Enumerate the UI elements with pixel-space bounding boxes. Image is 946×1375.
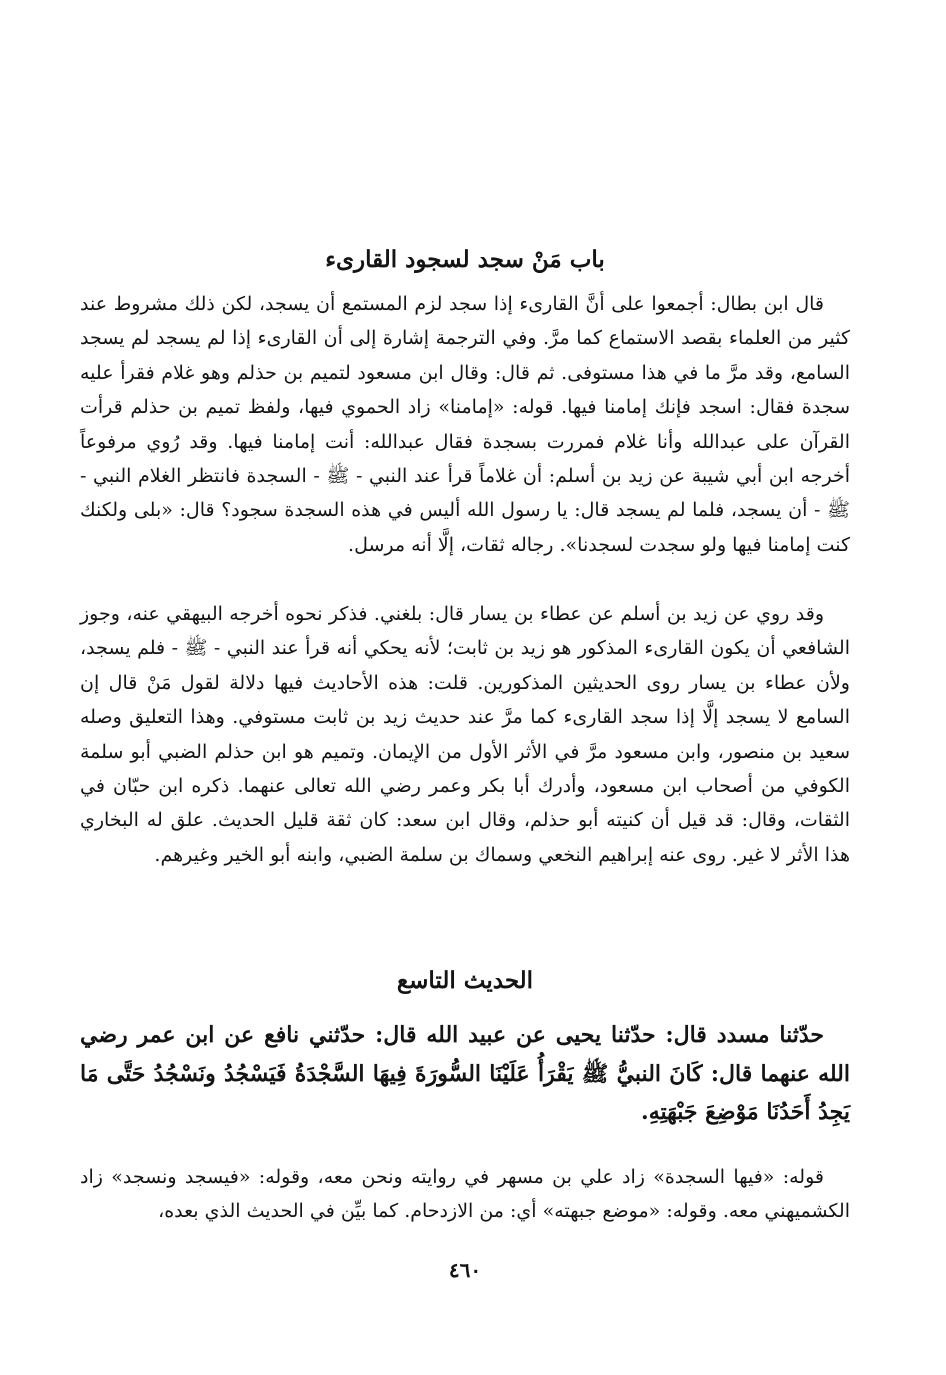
page-number: ٤٦٠ [448,1258,482,1282]
chapter-heading: باب مَنْ سجد لسجود القارىء [325,246,605,273]
hadith-isnad: حدّثنا مسدد قال: حدّثنا يحيى عن عبيد الله قال: حدّثني نافع عن ابن عمر رضي الله عنهما قال: [80,1022,850,1087]
commentary-paragraph-3 [80,1160,850,1229]
commentary-paragraph-2 [80,597,850,872]
hadith-text [80,1016,850,1132]
commentary-text: قال ابن بطال: أجمعوا على أنَّ القارىء إذا سجد لزم المستمع أن يسجد، لكن ذلك مشروط عند كثير من العلماء بقصد الاستماع كما مرَّ. وفي الترجمة إشارة إلى أن القارىء إذا لم يسجد لم يسجد السامع، وقد مرَّ ما في هذا مستوفى. ثم قال: وقال ابن مسعود لتميم بن حذلم وهو غلام فقرأ عليه سجدة فقال: اسجد فإنك إمامنا فيها. قوله: «إمامنا» زاد الحموي فيها، ولفظ تميم بن حذلم قرأت القرآن على عبدالله وأنا غلام فمررت بسجدة فقال عبدالله: أنت إمامنا فيها. وقد رُوي مرفوعاً أخرجه ابن أبي شيبة عن زيد بن أسلم: أن غلاماً قرأ عند النبي - ﷺ - السجدة فانتظر الغلام النبي - ﷺ - أن يسجد، فلما لم يسجد قال: يا رسول الله أليس في هذه السجدة سجود؟ قال: «بلى ولكنك كنت إمامنا فيها ولو سجدت لسجدنا». رجاله ثقات، إلَّا أنه مرسل. [80,293,850,556]
hadith-heading: الحديث التاسع [396,967,534,994]
hadith-matn: كَانَ النبيُّ ﷺ يَقْرَأُ عَلَيْنَا السُّورَةَ فِيهَا السَّجْدَةُ فَيَسْجُدُ ونَسْجُدُ حَتَّى مَا يَجِدُ أَحَدُنَا مَوْضِعَ جَبْهَتِهِ. [80,1060,850,1125]
commentary-paragraph-1 [80,287,850,562]
commentary-text: وقد روي عن زيد بن أسلم عن عطاء بن يسار قال: بلغني. فذكر نحوه أخرجه البيهقي عنه، وجوز الشافعي أن يكون القارىء المذكور هو زيد بن ثابت؛ لأنه يحكي أنه قرأ عند النبي - ﷺ - فلم يسجد، ولأن عطاء بن يسار روى الحديثين المذكورين. قلت: هذه الأحاديث فيها دلالة لقول مَنْ قال إن السامع لا يسجد إلَّا إذا سجد القارىء كما مرَّ عند حديث زيد بن ثابت مستوفي. وهذا التعليق وصله سعيد بن منصور، وابن مسعود مرَّ في الأثر الأول من الإيمان. وتميم هو ابن حذلم الضبي أبو سلمة الكوفي من أصحاب ابن مسعود، وأدرك أبا بكر وعمر رضي الله تعالى عنهما. ذكره ابن حبّان في الثقات، وقال: قد قيل أن كنيته أبو حذلم، وقال ابن سعد: كان ثقة قليل الحديث. علق له البخاري هذا الأثر لا غير. روى عنه إبراهيم النخعي وسماك بن سلمة الضبي، وابنه أبو الخير وغيرهم. [80,603,850,866]
commentary-text: قوله: «فيها السجدة» زاد علي بن مسهر في روايته ونحن معه، وقوله: «فيسجد ونسجد» زاد الكشميهني معه. وقوله: «موضع جبهته» أي: من الازدحام. كما بيِّن في الحديث الذي بعده، [80,1166,850,1223]
